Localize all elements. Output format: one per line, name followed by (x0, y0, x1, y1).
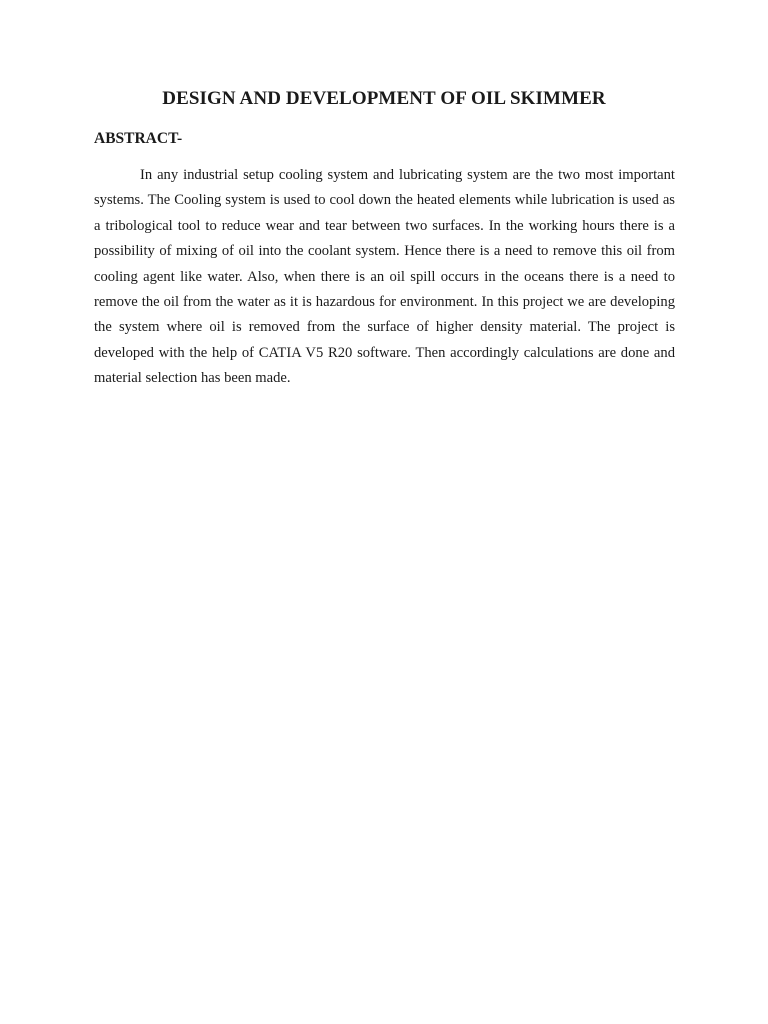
abstract-heading: ABSTRACT- (94, 130, 183, 147)
abstract-paragraph: In any industrial setup cooling system and lubricating system are the two most important systems. The Cooling system is used to cool down the heated elements while lubrication is used as a tribological tool to reduce wear and tear between two surfaces. In the working hours there is a possibility of mixing of oil into the coolant system. Hence there is a need to remove this oil from cooling agent like water. Also, when there is an oil spill occurs in the oceans there is a need to remove the oil from the water as it is hazardous for environment. In this project we are developing the system where oil is removed from the surface of higher density material. The project is developed with the help of CATIA V5 R20 software. Then accordingly calculations are done and material selection has been made. (94, 167, 675, 387)
document-title: DESIGN AND DEVELOPMENT OF OIL SKIMMER (162, 88, 606, 109)
